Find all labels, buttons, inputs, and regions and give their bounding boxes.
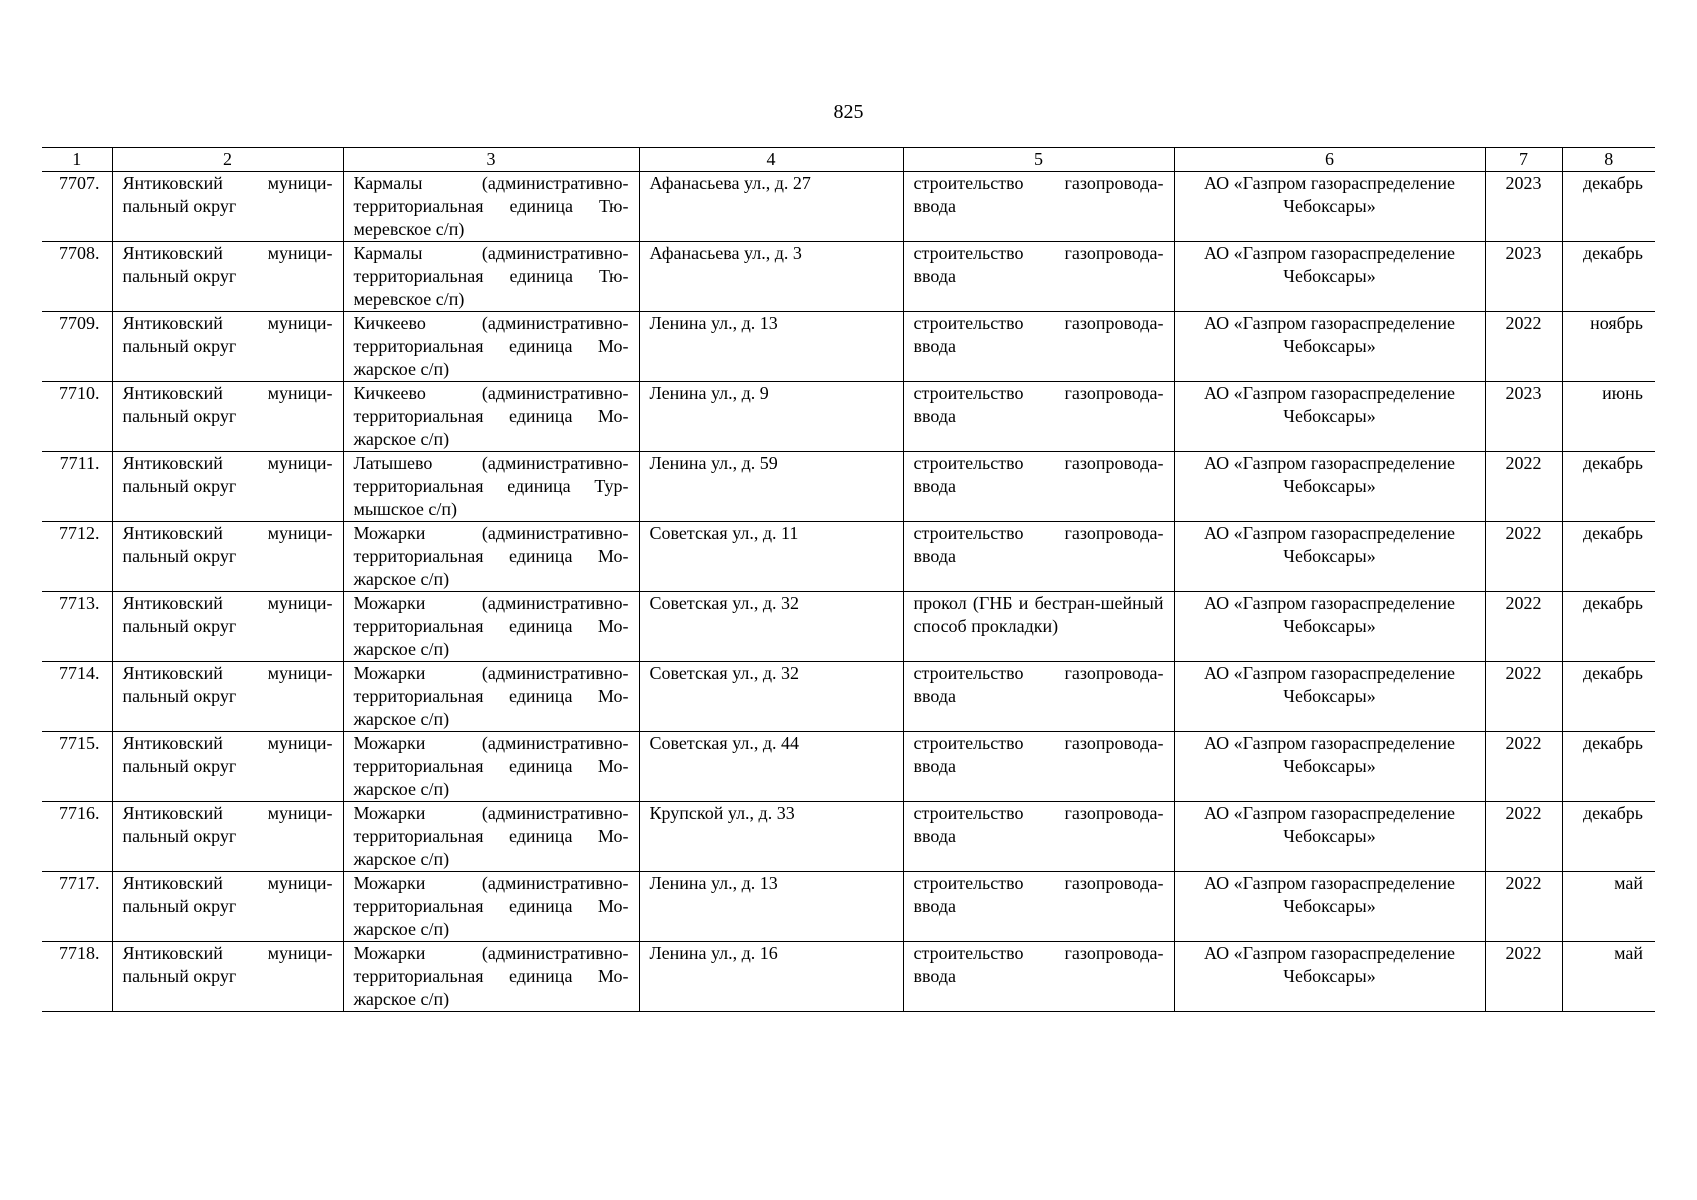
- year-cell: 2022: [1485, 312, 1562, 382]
- month-cell: декабрь: [1562, 452, 1655, 522]
- settlement-cell: Латышево (административно-территориальная единица Тур-мышское с/п): [343, 452, 639, 522]
- year-cell: 2023: [1485, 382, 1562, 452]
- organization-cell: АО «Газпром газораспределение Чебоксары»: [1174, 592, 1485, 662]
- month-cell: июнь: [1562, 382, 1655, 452]
- organization-cell: АО «Газпром газораспределение Чебоксары»: [1174, 382, 1485, 452]
- work-type-cell: строительство газопровода-ввода: [903, 172, 1174, 242]
- table-row: [42, 732, 1655, 802]
- header-cell: 4: [639, 148, 903, 172]
- address-cell: Афанасьева ул., д. 3: [639, 242, 903, 312]
- header-cell: 3: [343, 148, 639, 172]
- organization-cell: АО «Газпром газораспределение Чебоксары»: [1174, 872, 1485, 942]
- district-cell: Янтиковский муници-пальный округ: [112, 872, 343, 942]
- table-row: [42, 452, 1655, 522]
- table-row: [42, 872, 1655, 942]
- work-type-cell: строительство газопровода-ввода: [903, 312, 1174, 382]
- header-cell: 1: [42, 148, 112, 172]
- district-cell: Янтиковский муници-пальный округ: [112, 662, 343, 732]
- month-cell: май: [1562, 872, 1655, 942]
- month-cell: май: [1562, 942, 1655, 1012]
- year-cell: 2022: [1485, 592, 1562, 662]
- district-cell: Янтиковский муници-пальный округ: [112, 802, 343, 872]
- row-number: 7713.: [42, 592, 112, 662]
- organization-cell: АО «Газпром газораспределение Чебоксары»: [1174, 942, 1485, 1012]
- work-type-cell: строительство газопровода-ввода: [903, 242, 1174, 312]
- work-type-cell: строительство газопровода-ввода: [903, 522, 1174, 592]
- year-cell: 2022: [1485, 522, 1562, 592]
- work-type-cell: строительство газопровода-ввода: [903, 872, 1174, 942]
- settlement-cell: Можарки (административно-территориальная единица Мо-жарское с/п): [343, 942, 639, 1012]
- organization-cell: АО «Газпром газораспределение Чебоксары»: [1174, 242, 1485, 312]
- address-cell: Ленина ул., д. 9: [639, 382, 903, 452]
- month-cell: декабрь: [1562, 732, 1655, 802]
- month-cell: декабрь: [1562, 242, 1655, 312]
- work-type-cell: строительство газопровода-ввода: [903, 802, 1174, 872]
- address-cell: Ленина ул., д. 13: [639, 312, 903, 382]
- district-cell: Янтиковский муници-пальный округ: [112, 242, 343, 312]
- organization-cell: АО «Газпром газораспределение Чебоксары»: [1174, 312, 1485, 382]
- organization-cell: АО «Газпром газораспределение Чебоксары»: [1174, 172, 1485, 242]
- organization-cell: АО «Газпром газораспределение Чебоксары»: [1174, 732, 1485, 802]
- table-row: [42, 242, 1655, 312]
- month-cell: декабрь: [1562, 592, 1655, 662]
- table-row: [42, 802, 1655, 872]
- table-row: [42, 172, 1655, 242]
- settlement-cell: Кармалы (административно-территориальная единица Тю-меревское с/п): [343, 172, 639, 242]
- table-row: [42, 312, 1655, 382]
- settlement-cell: Можарки (административно-территориальная единица Мо-жарское с/п): [343, 592, 639, 662]
- row-number: 7712.: [42, 522, 112, 592]
- table-row: [42, 382, 1655, 452]
- settlement-cell: Кичкеево (административно-территориальная единица Мо-жарское с/п): [343, 312, 639, 382]
- row-number: 7711.: [42, 452, 112, 522]
- row-number: 7707.: [42, 172, 112, 242]
- data-table: [42, 147, 1655, 1012]
- address-cell: Крупской ул., д. 33: [639, 802, 903, 872]
- row-number: 7716.: [42, 802, 112, 872]
- district-cell: Янтиковский муници-пальный округ: [112, 732, 343, 802]
- table-row: [42, 662, 1655, 732]
- address-cell: Афанасьева ул., д. 27: [639, 172, 903, 242]
- district-cell: Янтиковский муници-пальный округ: [112, 312, 343, 382]
- settlement-cell: Кармалы (административно-территориальная единица Тю-меревское с/п): [343, 242, 639, 312]
- district-cell: Янтиковский муници-пальный округ: [112, 522, 343, 592]
- settlement-cell: Можарки (административно-территориальная единица Мо-жарское с/п): [343, 732, 639, 802]
- month-cell: декабрь: [1562, 172, 1655, 242]
- work-type-cell: строительство газопровода-ввода: [903, 382, 1174, 452]
- page-number: 825: [833, 101, 864, 123]
- address-cell: Ленина ул., д. 13: [639, 872, 903, 942]
- year-cell: 2023: [1485, 242, 1562, 312]
- organization-cell: АО «Газпром газораспределение Чебоксары»: [1174, 452, 1485, 522]
- year-cell: 2022: [1485, 872, 1562, 942]
- district-cell: Янтиковский муници-пальный округ: [112, 172, 343, 242]
- table-row: [42, 942, 1655, 1012]
- work-type-cell: прокол (ГНБ и бестран-шейный способ прокладки): [903, 592, 1174, 662]
- organization-cell: АО «Газпром газораспределение Чебоксары»: [1174, 802, 1485, 872]
- year-cell: 2023: [1485, 172, 1562, 242]
- organization-cell: АО «Газпром газораспределение Чебоксары»: [1174, 662, 1485, 732]
- address-cell: Советская ул., д. 32: [639, 662, 903, 732]
- row-number: 7717.: [42, 872, 112, 942]
- row-number: 7709.: [42, 312, 112, 382]
- header-cell: 7: [1485, 148, 1562, 172]
- work-type-cell: строительство газопровода-ввода: [903, 452, 1174, 522]
- work-type-cell: строительство газопровода-ввода: [903, 662, 1174, 732]
- row-number: 7718.: [42, 942, 112, 1012]
- year-cell: 2022: [1485, 942, 1562, 1012]
- year-cell: 2022: [1485, 662, 1562, 732]
- header-cell: 5: [903, 148, 1174, 172]
- month-cell: декабрь: [1562, 662, 1655, 732]
- month-cell: декабрь: [1562, 522, 1655, 592]
- work-type-cell: строительство газопровода-ввода: [903, 732, 1174, 802]
- table-row: [42, 592, 1655, 662]
- row-number: 7714.: [42, 662, 112, 732]
- work-type-cell: строительство газопровода-ввода: [903, 942, 1174, 1012]
- settlement-cell: Можарки (административно-территориальная единица Мо-жарское с/п): [343, 802, 639, 872]
- table-row: [42, 522, 1655, 592]
- year-cell: 2022: [1485, 452, 1562, 522]
- address-cell: Советская ул., д. 44: [639, 732, 903, 802]
- settlement-cell: Можарки (административно-территориальная единица Мо-жарское с/п): [343, 872, 639, 942]
- settlement-cell: Можарки (административно-территориальная единица Мо-жарское с/п): [343, 522, 639, 592]
- district-cell: Янтиковский муници-пальный округ: [112, 382, 343, 452]
- district-cell: Янтиковский муници-пальный округ: [112, 452, 343, 522]
- year-cell: 2022: [1485, 732, 1562, 802]
- organization-cell: АО «Газпром газораспределение Чебоксары»: [1174, 522, 1485, 592]
- header-cell: 6: [1174, 148, 1485, 172]
- year-cell: 2022: [1485, 802, 1562, 872]
- row-number: 7708.: [42, 242, 112, 312]
- settlement-cell: Кичкеево (административно-территориальная единица Мо-жарское с/п): [343, 382, 639, 452]
- month-cell: ноябрь: [1562, 312, 1655, 382]
- district-cell: Янтиковский муници-пальный округ: [112, 592, 343, 662]
- row-number: 7715.: [42, 732, 112, 802]
- address-cell: Советская ул., д. 11: [639, 522, 903, 592]
- header-row: [42, 148, 1655, 172]
- district-cell: Янтиковский муници-пальный округ: [112, 942, 343, 1012]
- month-cell: декабрь: [1562, 802, 1655, 872]
- header-cell: 2: [112, 148, 343, 172]
- address-cell: Ленина ул., д. 59: [639, 452, 903, 522]
- settlement-cell: Можарки (административно-территориальная единица Мо-жарское с/п): [343, 662, 639, 732]
- row-number: 7710.: [42, 382, 112, 452]
- address-cell: Ленина ул., д. 16: [639, 942, 903, 1012]
- header-cell: 8: [1562, 148, 1655, 172]
- address-cell: Советская ул., д. 32: [639, 592, 903, 662]
